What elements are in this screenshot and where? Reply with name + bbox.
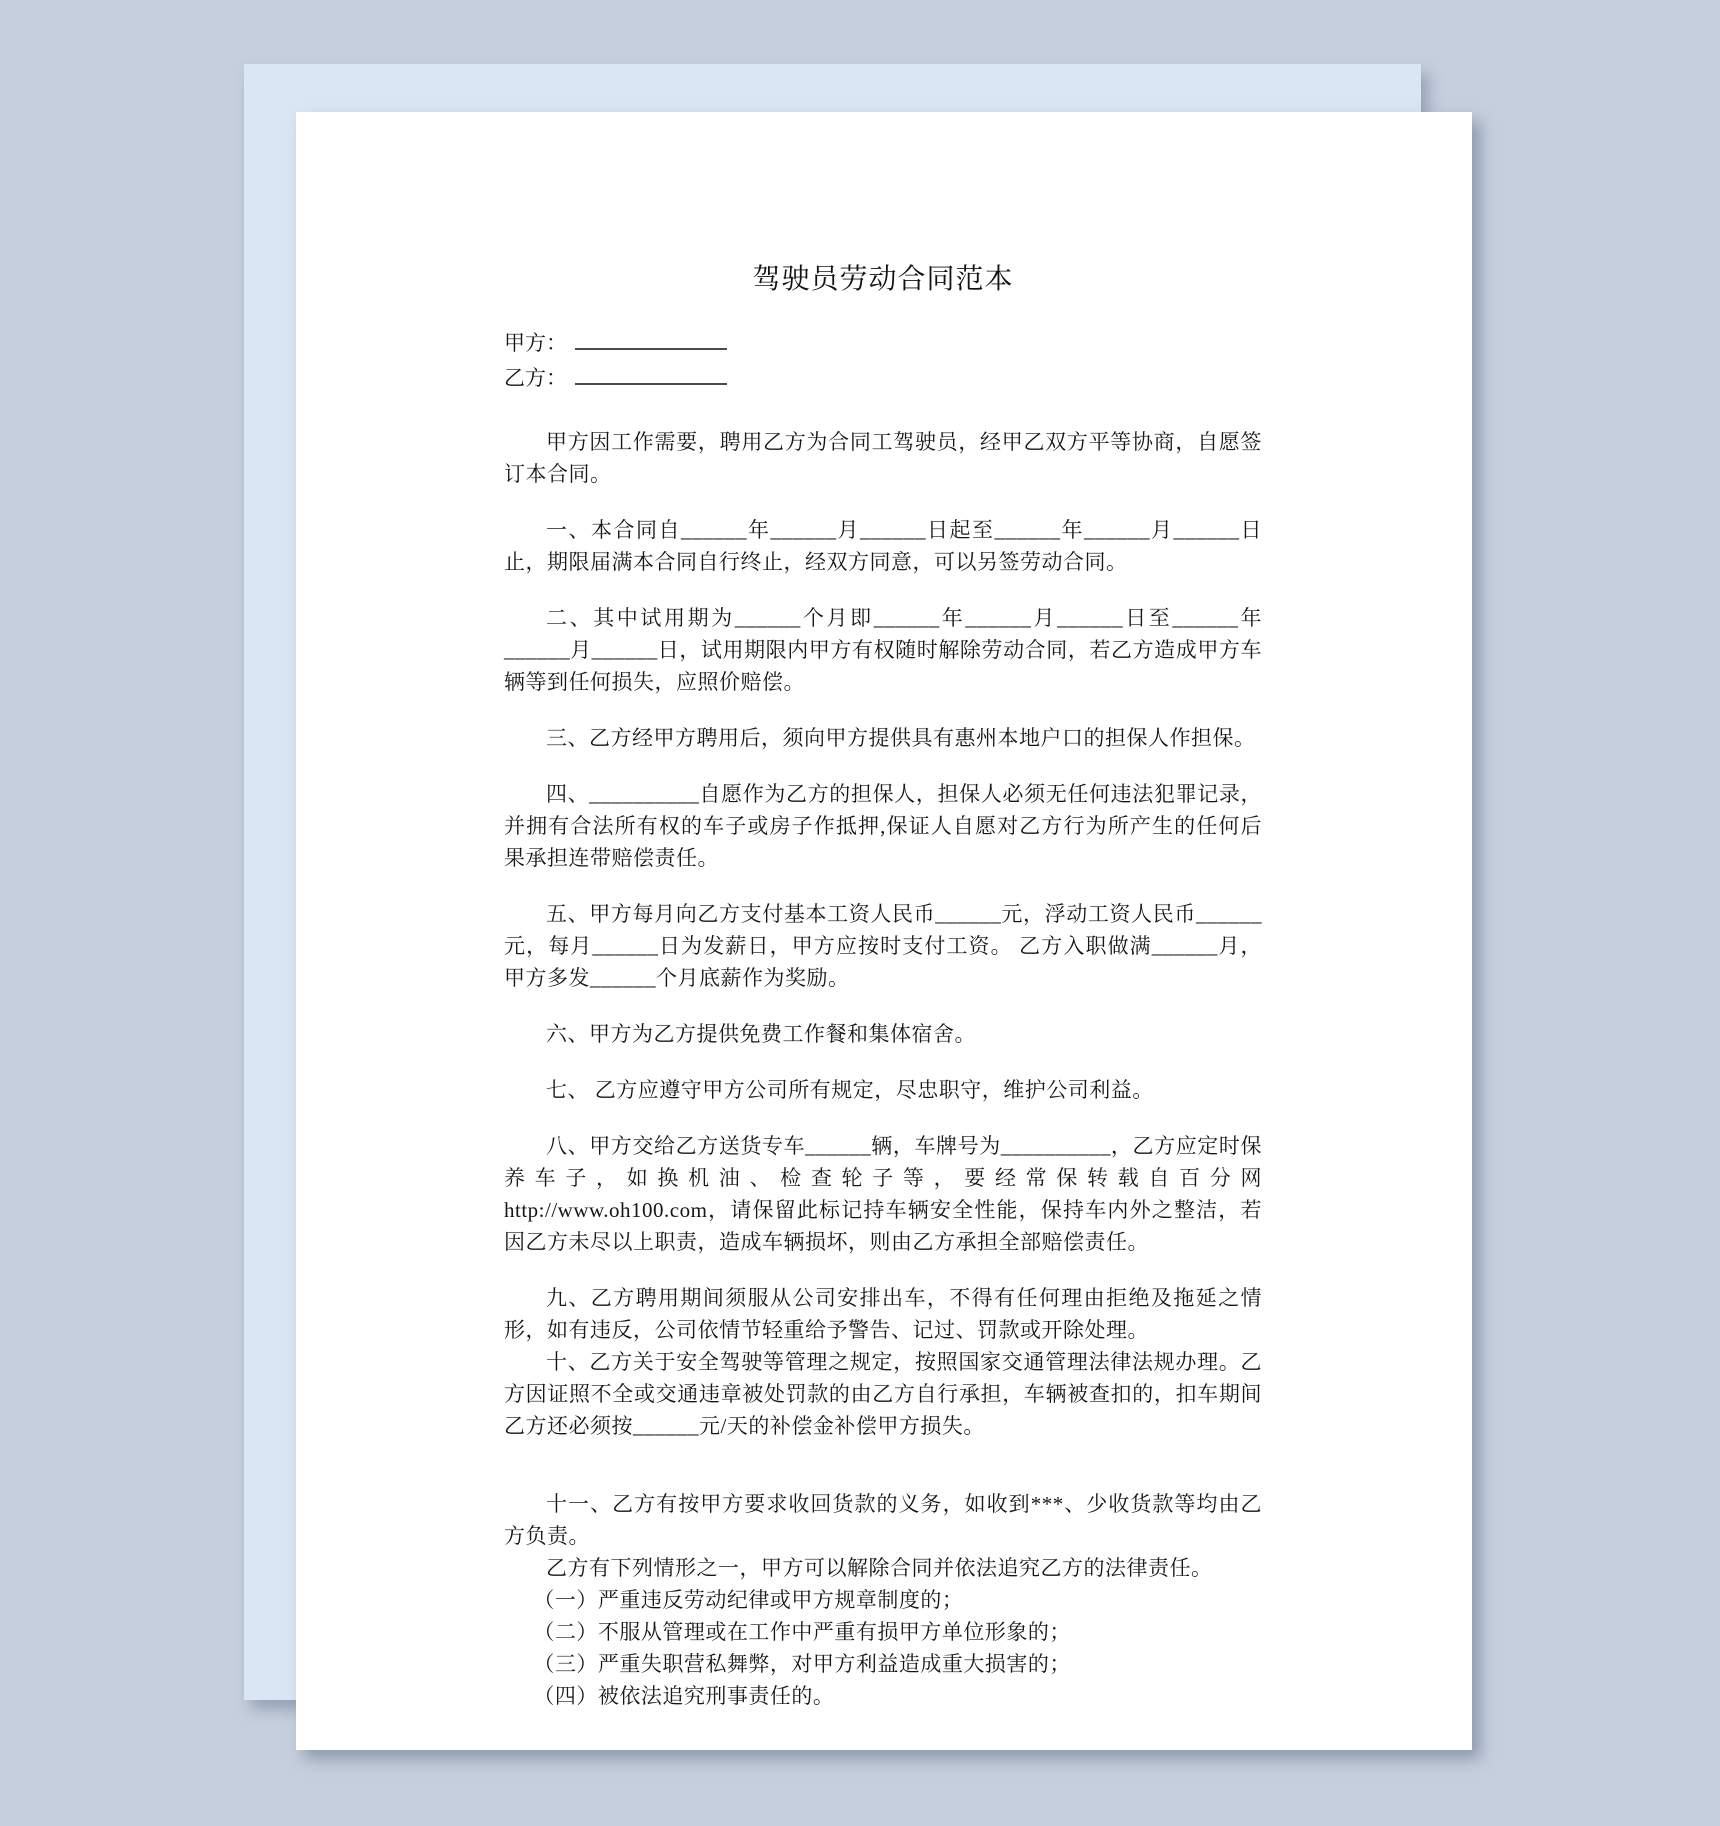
clause-10: 十、乙方关于安全驾驶等管理之规定，按照国家交通管理法律法规办理。乙方因证照不全或交通违章被处罚款的由乙方自行承担，车辆被查扣的，扣车期间乙方还必须按______元/天的补偿金补偿甲方损失。 xyxy=(504,1350,1262,1438)
party-a-blank-line xyxy=(575,328,727,350)
clause-2: 二、其中试用期为______个月即______年______月______日至______年______月______日，试用期限内甲方有权随时解除劳动合同，若乙方造成甲方车辆等到任何损失，应照价赔偿。 xyxy=(504,606,1262,694)
clause-3: 三、乙方经甲方聘用后，须向甲方提供具有惠州本地户口的担保人作担保。 xyxy=(546,726,1256,750)
termination-item-2: （二）不服从管理或在工作中严重有损甲方单位形象的； xyxy=(533,1620,1071,1644)
clause-6: 六、甲方为乙方提供免费工作餐和集体宿舍。 xyxy=(546,1022,976,1046)
clause-4: 四、__________自愿作为乙方的担保人，担保人必须无任何违法犯罪记录，并拥有合法所有权的车子或房子作抵押,保证人自愿对乙方行为所产生的任何后果承担连带赔偿责任。 xyxy=(504,782,1262,870)
party-b-row xyxy=(504,361,1262,396)
party-block xyxy=(504,326,1262,396)
party-a-row xyxy=(504,326,1262,361)
clause-11: 十一、乙方有按甲方要求收回货款的义务，如收到***、少收货款等均由乙方负责。 xyxy=(504,1492,1262,1548)
termination-item-3: （三）严重失职营私舞弊，对甲方利益造成重大损害的； xyxy=(533,1652,1071,1676)
party-b-label: 乙方： xyxy=(504,366,567,390)
clause-8: 八、甲方交给乙方送货专车______辆，车牌号为__________，乙方应定时保养车子，如换机油、检查轮子等，要经常保转载自百分网 http://www.oh100.com，请保留此标记持车辆安全性能，保持车内外之整洁，若因乙方未尽以上职责，造成车辆损坏，则由乙方承担全部赔偿责任。 xyxy=(504,1134,1262,1254)
clause-9: 九、乙方聘用期间须服从公司安排出车，不得有任何理由拒绝及拖延之情形，如有违反，公司依情节轻重给予警告、记过、罚款或开除处理。 xyxy=(504,1286,1262,1342)
document-title: 驾驶员劳动合同范本 xyxy=(752,264,1014,295)
termination-intro: 乙方有下列情形之一，甲方可以解除合同并依法追究乙方的法律责任。 xyxy=(546,1556,1213,1580)
termination-item-4: （四）被依法追究刑事责任的。 xyxy=(533,1684,835,1708)
party-a-label: 甲方： xyxy=(504,331,567,355)
intro-paragraph: 甲方因工作需要，聘用乙方为合同工驾驶员，经甲乙双方平等协商，自愿签订本合同。 xyxy=(504,430,1262,486)
termination-item-1: （一）严重违反劳动纪律或甲方规章制度的； xyxy=(533,1588,964,1612)
clause-1: 一、本合同自______年______月______日起至______年______月______日止，期限届满本合同自行终止，经双方同意，可以另签劳动合同。 xyxy=(504,518,1262,574)
clause-7: 七、 乙方应遵守甲方公司所有规定，尽忠职守，维护公司利益。 xyxy=(546,1078,1154,1102)
party-b-blank-line xyxy=(575,363,727,385)
contract-page xyxy=(296,112,1472,1750)
clause-5: 五、甲方每月向乙方支付基本工资人民币______元，浮动工资人民币______元，每月______日为发薪日，甲方应按时支付工资。 乙方入职做满______月，甲方多发______个月底薪作为奖励。 xyxy=(504,902,1262,990)
